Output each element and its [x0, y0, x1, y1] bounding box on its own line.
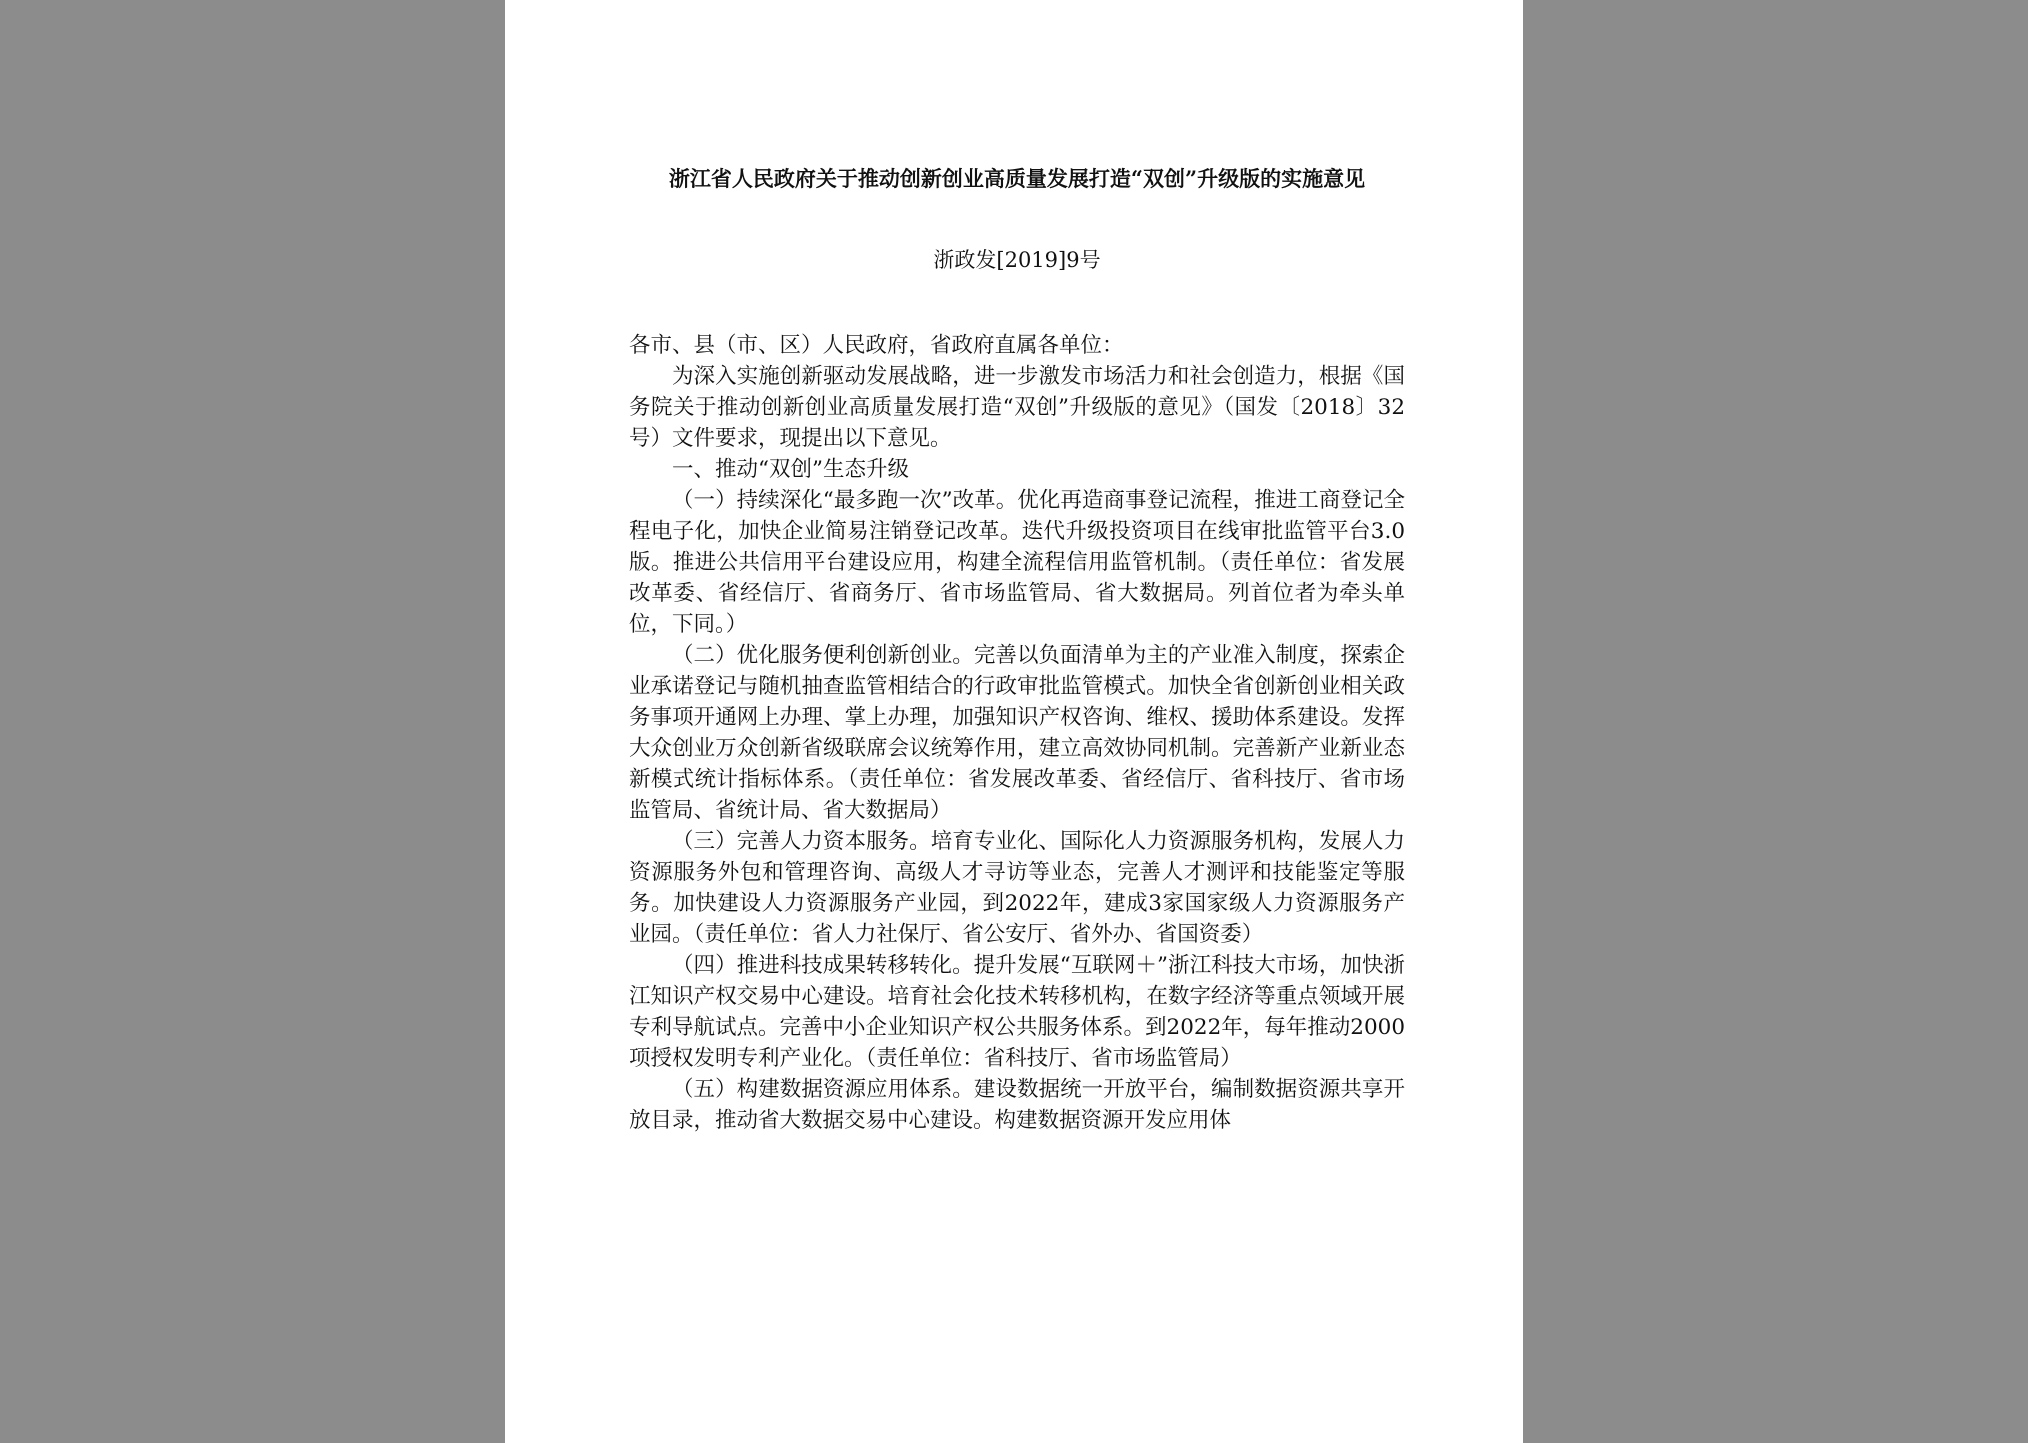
document-page	[505, 0, 1523, 1443]
salutation: 各市、县（市、区）人民政府，省政府直属各单位：	[629, 333, 1124, 358]
paragraph-item-1: （一）持续深化“最多跑一次”改革。优化再造商事登记流程，推进工商登记全程电子化，加快企业简易注销登记改革。迭代升级投资项目在线审批监管平台3.0版。推进公共信用平台建设应用，构建全流程信用监管机制。（责任单位：省发展改革委、省经信厅、省商务厅、省市场监管局、省大数据局。列首位者为牵头单位，下同。）	[629, 488, 1405, 637]
section-heading-1: 一、推动“双创”生态升级	[672, 457, 909, 482]
paragraph-item-4: （四）推进科技成果转移转化。提升发展“互联网＋”浙江科技大市场，加快浙江知识产权交易中心建设。培育社会化技术转移机构，在数字经济等重点领域开展专利导航试点。完善中小企业知识产权公共服务体系。到2022年，每年推动2000项授权发明专利产业化。（责任单位：省科技厅、省市场监管局）	[629, 953, 1405, 1071]
document-number: 浙政发[2019]9号	[933, 248, 1101, 272]
paragraph-item-2: （二）优化服务便利创新创业。完善以负面清单为主的产业准入制度，探索企业承诺登记与随机抽查监管相结合的行政审批监管模式。加快全省创新创业相关政务事项开通网上办理、掌上办理，加强知识产权咨询、维权、援助体系建设。发挥大众创业万众创新省级联席会议统筹作用，建立高效协同机制。完善新产业新业态新模式统计指标体系。（责任单位：省发展改革委、省经信厅、省科技厅、省市场监管局、省统计局、省大数据局）	[629, 643, 1405, 823]
paragraph-item-3: （三）完善人力资本服务。培育专业化、国际化人力资源服务机构，发展人力资源服务外包和管理咨询、高级人才寻访等业态，完善人才测评和技能鉴定等服务。加快建设人力资源服务产业园，到2022年，建成3家国家级人力资源服务产业园。（责任单位：省人力社保厅、省公安厅、省外办、省国资委）	[629, 829, 1405, 947]
document-title: 浙江省人民政府关于推动创新创业高质量发展打造“双创”升级版的实施意见	[668, 166, 1366, 191]
paragraph-item-5: （五）构建数据资源应用体系。建设数据统一开放平台，编制数据资源共享开放目录，推动省大数据交易中心建设。构建数据资源开发应用体	[629, 1077, 1405, 1133]
paragraph-intro: 为深入实施创新驱动发展战略，进一步激发市场活力和社会创造力，根据《国务院关于推动创新创业高质量发展打造“双创”升级版的意见》（国发〔2018〕32号）文件要求，现提出以下意见。	[629, 364, 1405, 451]
document-content	[629, 162, 1405, 1136]
